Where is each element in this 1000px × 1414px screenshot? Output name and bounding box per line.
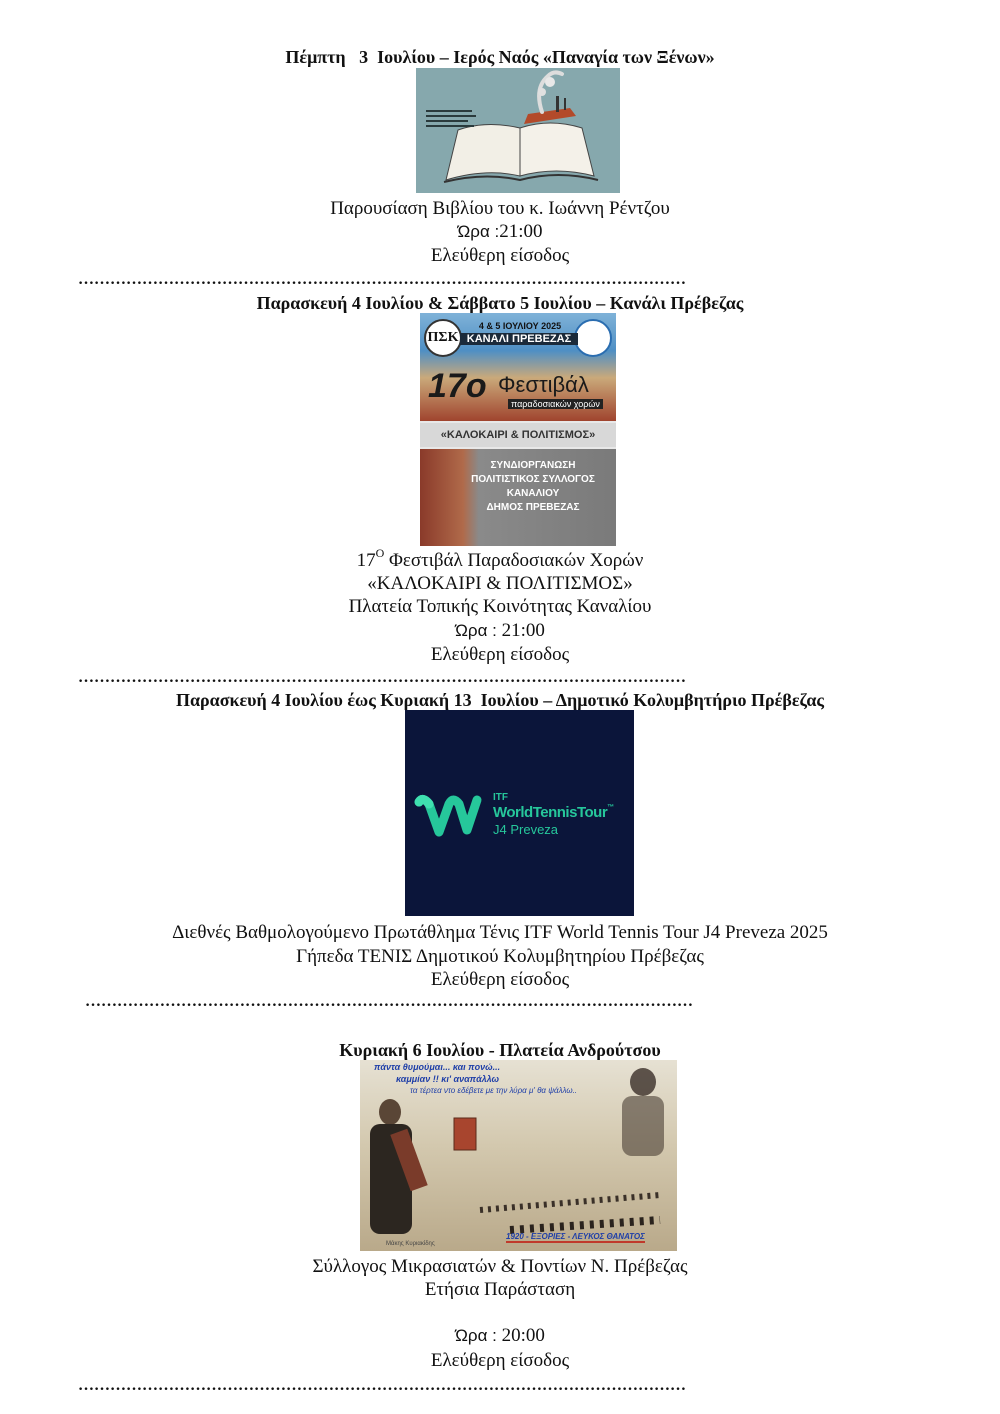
event-2-festival-title xyxy=(0,545,1000,572)
event-2-subtitle: «ΚΑΛΟΚΑΙΡΙ & ΠΟΛΙΤΙΣΜΟΣ» xyxy=(367,573,633,594)
poster-place: ΚΑΝΑΛΙ ΠΡΕΒΕΖΑΣ xyxy=(460,333,578,345)
event-4-entry: Ελεύθερη είσοδος xyxy=(430,1350,570,1371)
org-line: ΠΟΛΙΤΙΣΤΙΚΟΣ ΣΥΛΛΟΓΟΣ xyxy=(471,474,595,485)
event-3-description: Διεθνές Βαθμολογούμενο Πρωτάθλημα Τένις ITF World Tennis Tour J4 Preveza 2025 xyxy=(172,922,828,943)
poster-sub: παραδοσιακών χορών xyxy=(508,399,603,409)
event-1-time xyxy=(0,220,1000,243)
tour-event: J4 Preveza xyxy=(493,822,559,837)
tennis-tour-logo xyxy=(405,710,634,916)
event-3-heading: Παρασκευή 4 Ιουλίου έως Κυριακή 13 Ιουλίου – Δημοτικό Κολυμβητήριο Πρέβεζας xyxy=(175,690,824,710)
time-value: 20:00 xyxy=(496,1325,545,1346)
festival-name: Φεστιβάλ Παραδοσιακών Χορών xyxy=(384,550,644,571)
org-line: ΚΑΝΑΛΙΟΥ xyxy=(506,488,560,499)
poster-organizers xyxy=(450,459,616,515)
tour-name-text: WorldTennisTour xyxy=(493,804,608,821)
separator: …………………………………………………………………………………………………… xyxy=(78,670,686,686)
club-emblem-icon: ΠΣΚ xyxy=(424,319,462,357)
poster-line-3: τα τέρτεα ντο εδέβετε με την λύρα μ' θα ψάλλω.. xyxy=(410,1086,578,1095)
separator: …………………………………………………………………………………………………… xyxy=(78,1378,686,1394)
event-2-entry: Ελεύθερη είσοδος xyxy=(430,644,570,665)
org-line: ΣΥΝΔΙΟΡΓΑΝΩΣΗ xyxy=(490,460,576,471)
poster-dates: 4 & 5 ΙΟΥΛΙΟΥ 2025 xyxy=(478,321,562,331)
event-4-organizer: Σύλλογος Μικρασιατών & Ποντίων Ν. Πρέβεζας xyxy=(312,1256,688,1277)
poster-line-2: καμμίαν !! κι' αναπάλλω xyxy=(396,1074,500,1084)
event-4-time xyxy=(0,1324,1000,1347)
book-presentation-image xyxy=(416,68,620,193)
itf-label: ITF xyxy=(493,792,508,803)
event-1-entry: Ελεύθερη είσοδος xyxy=(430,245,570,266)
event-1-description: Παρουσίαση Βιβλίου του κ. Ιωάννη Ρέντζου xyxy=(330,198,670,219)
time-value: 21:00 xyxy=(499,221,543,242)
festival-poster xyxy=(420,313,616,546)
tour-name xyxy=(493,804,614,821)
event-3-venue: Γήπεδα ΤΕΝΙΣ Δημοτικού Κολυμβητηρίου Πρέβεζας xyxy=(296,946,704,967)
event-4-heading: Κυριακή 6 Ιουλίου - Πλατεία Ανδρούτσου xyxy=(339,1040,661,1060)
poster-line-1: πάντα θυμούμαι... και πονώ... xyxy=(374,1062,501,1072)
poster-banner: «ΚΑΛΟΚΑΙΡΙ & ΠΟΛΙΤΙΣΜΟΣ» xyxy=(420,423,616,447)
poster-festival: Φεστιβάλ xyxy=(498,372,589,397)
festival-number: 17 xyxy=(356,550,376,571)
time-label: Ώρα : xyxy=(455,621,497,640)
poster-caption: 1920 - ΕΞΟΡΙΕΣ - ΛΕΥΚΟΣ ΘΑΝΑΤΟΣ xyxy=(506,1232,645,1241)
time-value: 21:00 xyxy=(496,620,545,641)
festival-ordinal: Ο xyxy=(375,545,385,560)
event-2-heading: Παρασκευή 4 Ιουλίου & Σάββατο 5 Ιουλίου – Κανάλι Πρέβεζας xyxy=(256,293,744,313)
event-2-venue: Πλατεία Τοπικής Κοινότητας Καναλίου xyxy=(348,596,652,617)
trademark: ™ xyxy=(607,804,614,811)
event-2-time xyxy=(0,619,1000,642)
event-1-heading: Πέμπτη 3 Ιουλίου – Ιερός Ναός «Παναγία των Ξένων» xyxy=(285,47,715,67)
poster-credit: Μάκης Κυριακίδης xyxy=(386,1241,435,1247)
poster-edition: 17ο xyxy=(428,367,487,405)
time-label: Ώρα : xyxy=(457,222,500,241)
asia-minor-poster xyxy=(360,1060,677,1251)
separator: …………………………………………………………………………………………………… xyxy=(78,272,686,288)
event-4-description: Ετήσια Παράσταση xyxy=(424,1279,576,1300)
event-3-entry: Ελεύθερη είσοδος xyxy=(430,969,570,990)
org-line: ΔΗΜΟΣ ΠΡΕΒΕΖΑΣ xyxy=(486,502,580,513)
time-label: Ώρα : xyxy=(455,1326,497,1345)
municipality-emblem-icon xyxy=(574,319,612,357)
separator: …………………………………………………………………………………………………… xyxy=(85,994,693,1010)
